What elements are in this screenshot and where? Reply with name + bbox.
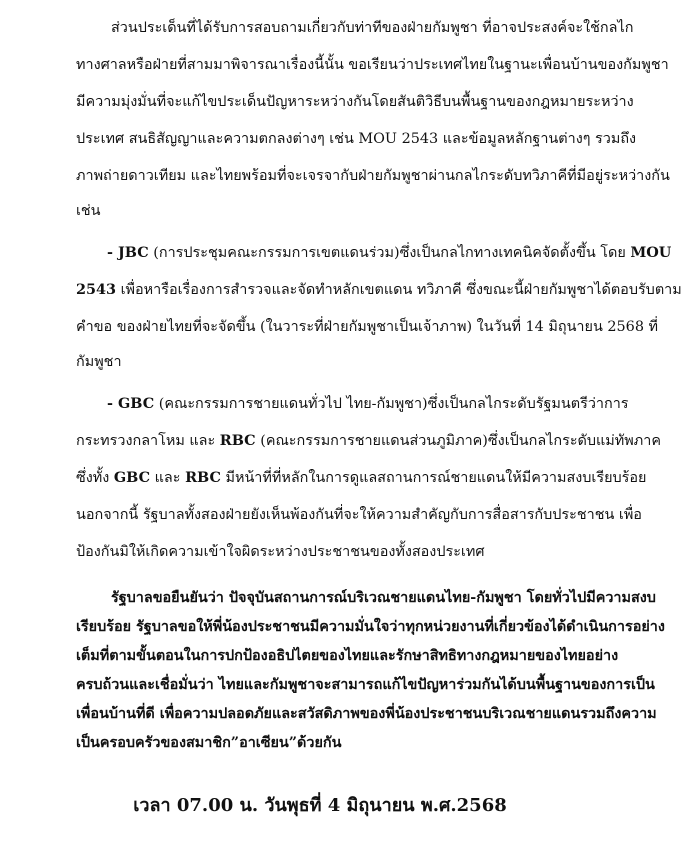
gbc-line-5: ป้องกันมิให้เกิดความเข้าใจผิดระหว่างประชาชนของทั้งสองประเทศ [76, 544, 485, 560]
rbc-label: RBC [219, 432, 256, 449]
gbc-line-3 [76, 466, 646, 489]
gbc-label-2: GBC [113, 469, 151, 486]
jbc-line-1 [107, 241, 671, 264]
gbc-line-3-text-a: ซึ่งทั้ง [76, 470, 114, 486]
paragraph-1-line-3: มีความมุ่งมั่นที่จะแก้ไขประเด็นปัญหาระหว่างกันโดยสันติวิธีบนพื้นฐานของกฎหมายระหว่าง [76, 94, 634, 110]
gbc-line-2-text-b: (คณะกรรมการชายแดนส่วนภูมิภาค)ซึ่งเป็นกลไกระดับแม่ทัพภาค [255, 433, 661, 449]
jbc-line-2-text: เพื่อหารือเรื่องการสำรวจและจัดทำหลักเขตแดน ทวิภาคี ซึ่งขณะนี้ฝ่ายกัมพูชาได้ตอบรับตาม [116, 282, 682, 298]
paragraph-4-line-3: เต็มที่ตามขั้นตอนในการปกป้องอธิปไตยของไทยและรักษาสิทธิทางกฎหมายของไทยอย่าง [76, 647, 619, 664]
paragraph-4-line-6: เป็นครอบครัวของสมาชิก”อาเซียน”ด้วยกัน [76, 734, 342, 751]
paragraph-1-line-6: เช่น [76, 203, 101, 219]
paragraph-4-line-5: เพื่อนบ้านที่ดี เพื่อความปลอดภัยและสวัสดิภาพของพี่น้องประชาชนบริเวณชายแดนรวมถึงความ [76, 705, 657, 722]
jbc-line-1-text: (การประชุมคณะกรรมการเขตแดนร่วม)ซึ่งเป็นกลไกทางเทคนิคจัดตั้งขึ้น โดย [148, 245, 631, 261]
paragraph-4-line-2: เรียบร้อย รัฐบาลขอให้พี่น้องประชาชนมีความมั่นใจว่าทุกหน่วยงานที่เกี่ยวข้องได้ดำเนินการอย่าง [76, 618, 665, 635]
paragraph-1-line-5: ภาพถ่ายดาวเทียม และไทยพร้อมที่จะเจรจากับฝ่ายกัมพูชาผ่านกลไกระดับทวิภาคีที่มีอยู่ระหว่างกัน [76, 168, 670, 184]
jbc-line-3: คำขอ ของฝ่ายไทยที่จะจัดขึ้น (ในวาระที่ฝ่ายกัมพูชาเป็นเจ้าภาพ) ในวันที่ 14 มิถุนายน 2568 ที่ [76, 319, 659, 335]
paragraph-1-line-1: ส่วนประเด็นที่ได้รับการสอบถามเกี่ยวกับท่าทีของฝ่ายกัมพูชา ที่อาจประสงค์จะใช้กลไก [111, 20, 634, 36]
jbc-line-2 [76, 278, 682, 301]
rbc-label-2: RBC [185, 469, 221, 486]
gbc-line-1 [107, 392, 629, 415]
gbc-line-2 [76, 429, 661, 452]
gbc-label: - GBC [107, 395, 155, 412]
date-time-footer: เวลา 07.00 น. วันพุธที่ 4 มิถุนายน พ.ศ.2568 [133, 795, 507, 816]
paragraph-1-line-4: ประเทศ สนธิสัญญาและความตกลงต่างๆ เช่น MOU 2543 และข้อมูลหลักฐานต่างๆ รวมถึง [76, 131, 637, 147]
jbc-label: - JBC [107, 244, 149, 261]
jbc-mou-label: MOU [630, 244, 672, 261]
gbc-line-3-text-b: และ [150, 470, 186, 486]
gbc-line-1-text: (คณะกรรมการชายแดนทั่วไป ไทย-กัมพูชา)ซึ่งเป็นกลไกระดับรัฐมนตรีว่าการ [154, 396, 629, 412]
gbc-line-3-text-c: มีหน้าที่ที่หลักในการดูแลสถานการณ์ชายแดนให้มีความสงบเรียบร้อย [220, 470, 647, 486]
gbc-line-2-text-a: กระทรวงกลาโหม และ [76, 433, 220, 449]
paragraph-1-line-2: ทางศาลหรือฝ่ายที่สามมาพิจารณาเรื่องนี้นั้น ขอเรียนว่าประเทศไทยในฐานะเพื่อนบ้านของกัมพูชา [76, 57, 669, 73]
paragraph-4-line-4: ครบถ้วนและเชื่อมั่นว่า ไทยและกัมพูชาจะสามารถแก้ไขปัญหาร่วมกันได้บนพื้นฐานของการเป็น [76, 676, 655, 693]
jbc-year: 2543 [76, 281, 117, 298]
paragraph-4-line-1: รัฐบาลขอยืนยันว่า ปัจจุบันสถานการณ์บริเวณชายแดนไทย-กัมพูชา โดยทั่วไปมีความสงบ [111, 589, 656, 606]
gbc-line-4: นอกจากนี้ รัฐบาลทั้งสองฝ่ายยังเห็นพ้องกันที่จะให้ความสำคัญกับการสื่อสารกับประชาชน เพื่อ [76, 507, 642, 523]
jbc-line-4: กัมพูชา [76, 354, 122, 370]
